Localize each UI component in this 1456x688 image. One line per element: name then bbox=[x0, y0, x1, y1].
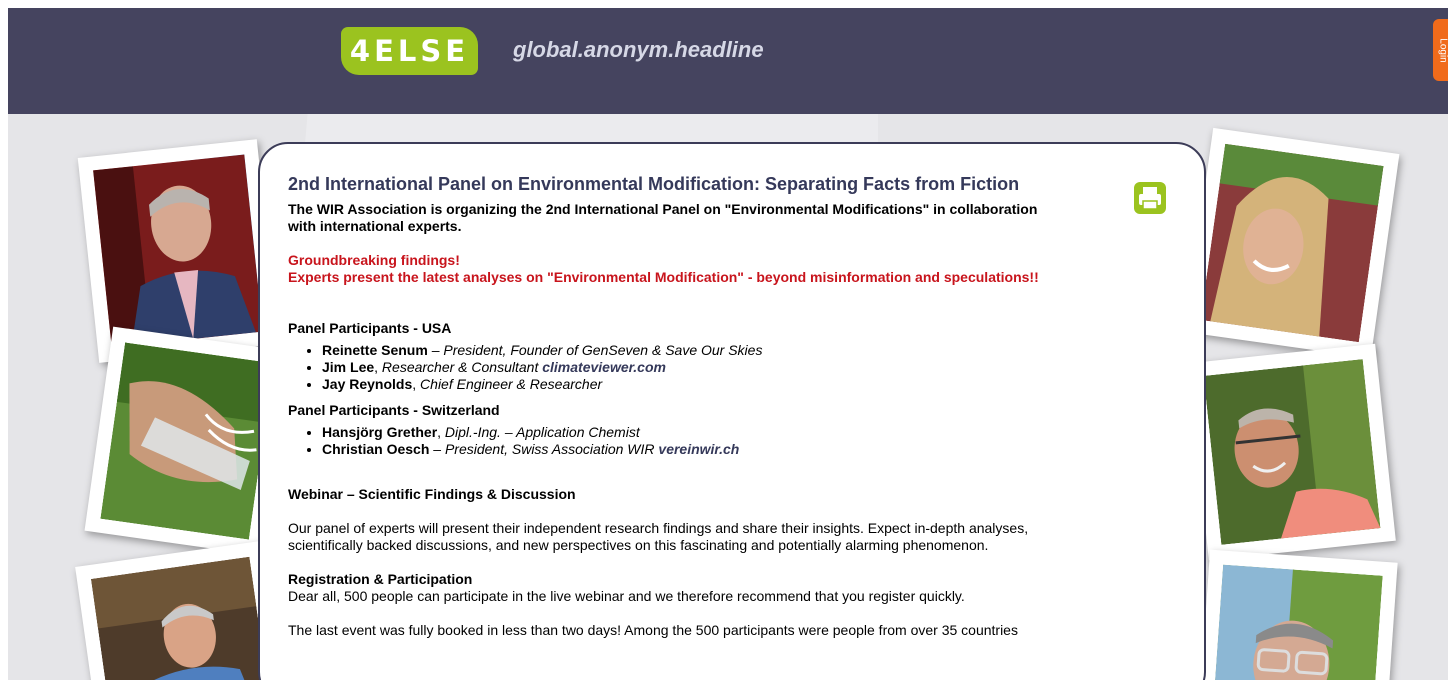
login-tab[interactable] bbox=[1433, 19, 1448, 81]
list-item: • Jay Reynolds, Chief Engineer & Researcher bbox=[322, 376, 1048, 393]
printer-icon[interactable] bbox=[1134, 182, 1166, 214]
article-panel bbox=[258, 142, 1206, 680]
ch-list bbox=[288, 424, 1048, 458]
list-item: • Hansjörg Grether, Dipl.-Ing. – Application Chemist bbox=[322, 424, 1048, 441]
intro-text: The WIR Association is organizing the 2nd International Panel on "Environmental Modifications" in collaboration with international experts. bbox=[288, 201, 1038, 234]
highlight-1: Groundbreaking findings! bbox=[288, 252, 460, 268]
photo-right-3 bbox=[1196, 550, 1397, 680]
photo-right-2 bbox=[1188, 344, 1396, 561]
usa-heading: Panel Participants - USA bbox=[288, 320, 452, 336]
photo-right-1 bbox=[1185, 128, 1400, 358]
site-headline: global.anonym.headline bbox=[513, 37, 764, 62]
webinar-text: Our panel of experts will present their independent research findings and share their insights. Expect in-depth analyses, scientifically backed discussions, and new perspectives on this fascinating and potentially alarming phenomenon. bbox=[288, 520, 1029, 553]
article-body bbox=[288, 174, 1048, 639]
page-frame bbox=[8, 8, 1448, 680]
registration-text: Dear all, 500 people can participate in the live webinar and we therefore recommend that you register quickly. bbox=[288, 588, 965, 604]
list-item: • Christian Oesch – President, Swiss Association WIR vereinwir.ch bbox=[322, 441, 1048, 458]
last-event-text: The last event was fully booked in less than two days! Among the 500 participants were people from over 35 countries bbox=[288, 622, 1018, 638]
logo[interactable] bbox=[341, 27, 478, 75]
header-bar bbox=[8, 8, 1448, 114]
list-item: • Jim Lee, Researcher & Consultant climateviewer.com bbox=[322, 359, 1048, 376]
list-item: • Reinette Senum – President, Founder of GenSeven & Save Our Skies bbox=[322, 342, 1048, 359]
ch-heading: Panel Participants - Switzerland bbox=[288, 402, 500, 418]
photo-left-3 bbox=[75, 541, 289, 680]
usa-list bbox=[288, 342, 1048, 393]
login-label: Login bbox=[1437, 37, 1448, 63]
vereinwir-link[interactable]: vereinwir.ch bbox=[658, 441, 740, 457]
climateviewer-link[interactable]: climateviewer.com bbox=[542, 359, 666, 375]
photo-left-1 bbox=[78, 139, 279, 363]
highlight-2: Experts present the latest analyses on "Environmental Modification" - beyond misinformation and speculations!! bbox=[288, 269, 1039, 285]
registration-heading: Registration & Participation bbox=[288, 571, 473, 587]
page-title: 2nd International Panel on Environmental Modification: Separating Facts from Fiction bbox=[288, 174, 1020, 194]
webinar-heading: Webinar – Scientific Findings & Discussion bbox=[288, 486, 576, 502]
logo-text: 4ELSE bbox=[349, 34, 470, 68]
